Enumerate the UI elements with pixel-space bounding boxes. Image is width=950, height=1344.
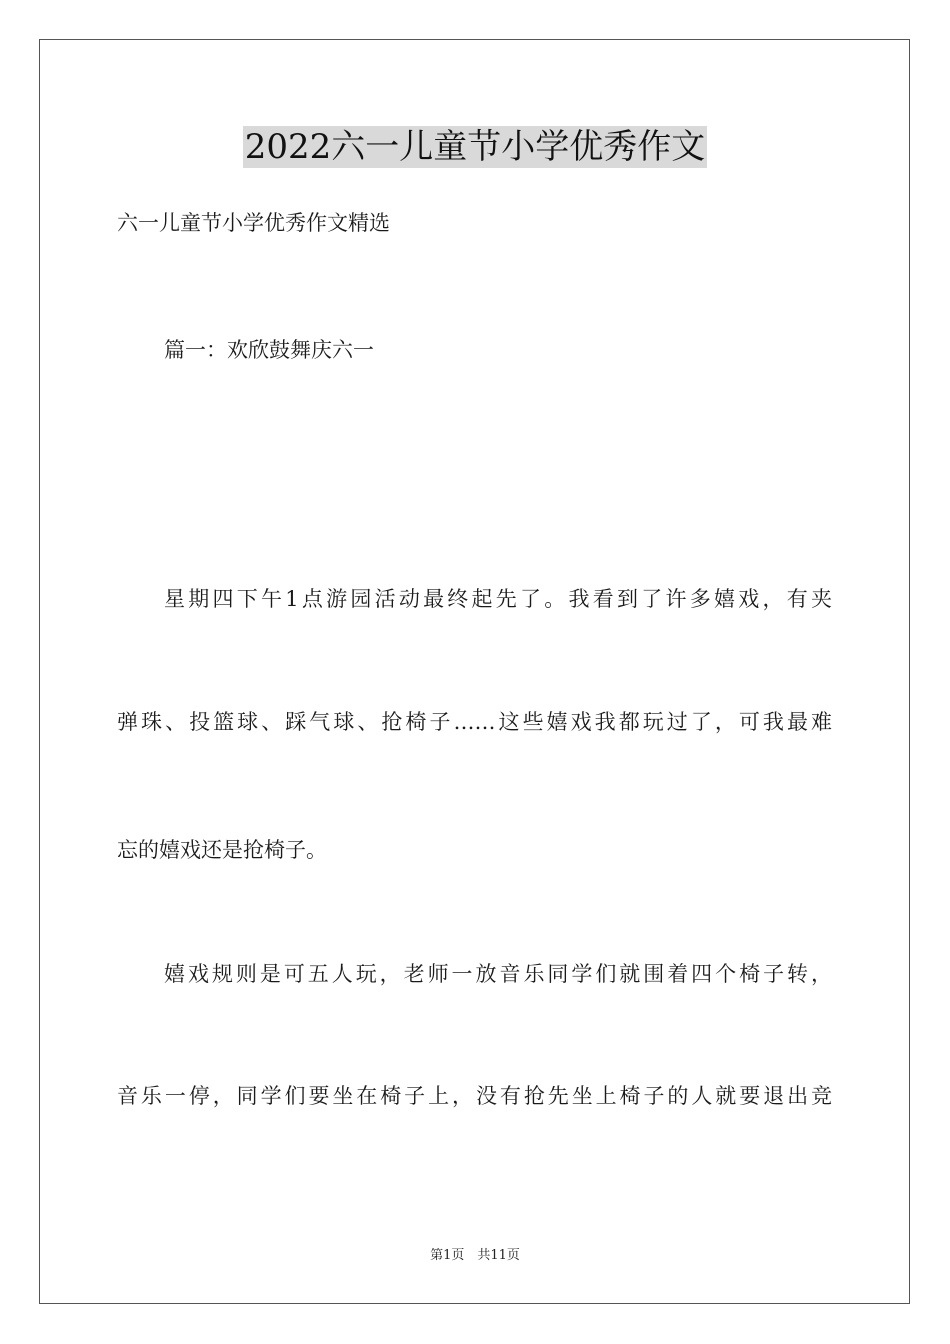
- page-footer: 第1页 共11页: [430, 1248, 520, 1263]
- document-title: 2022六一儿童节小学优秀作文: [244, 127, 706, 167]
- paragraph-line: 嬉戏规则是可五人玩，老师一放音乐同学们就围着四个椅子转，: [164, 962, 832, 986]
- document-subtitle: 六一儿童节小学优秀作文精选: [117, 211, 390, 235]
- paragraph-line: 星期四下午1点游园活动最终起先了。我看到了许多嬉戏，有夹: [164, 587, 832, 611]
- paragraph-line: 音乐一停，同学们要坐在椅子上，没有抢先坐上椅子的人就要退出竞: [117, 1084, 832, 1108]
- paragraph-line: 弹珠、投篮球、踩气球、抢椅子……这些嬉戏我都玩过了，可我最难: [117, 710, 832, 734]
- paragraph-line: 忘的嬉戏还是抢椅子。: [117, 838, 327, 862]
- title-container: [0, 126, 950, 168]
- section-heading: 篇一：欢欣鼓舞庆六一: [164, 338, 374, 362]
